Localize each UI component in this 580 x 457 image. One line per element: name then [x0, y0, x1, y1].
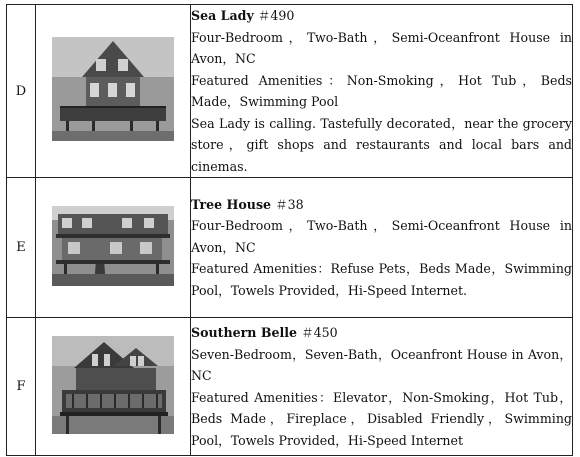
listing-number: ＃450	[301, 325, 338, 340]
house-photo-sea-lady	[52, 37, 174, 141]
photo-cell	[36, 318, 191, 456]
house-photo-southern-belle	[52, 336, 174, 434]
row-letter: E	[7, 178, 36, 318]
listing-amenities: Featured Amenities：Non-Smoking，Hot Tub，Beds Made，Swimming Pool	[191, 72, 572, 109]
listing-name: Southern Belle	[191, 325, 298, 340]
listing-summary: Four-Bedroom，Two-Bath，Semi-Oceanfront House in Avon，NC	[191, 29, 572, 66]
listing-row-f	[7, 318, 573, 456]
listing-summary: Seven-Bedroom，Seven-Bath，Oceanfront House in Avon，NC	[191, 346, 572, 383]
listing-number: ＃490	[257, 8, 295, 23]
listing-description-cell	[191, 5, 573, 178]
listing-row-d	[7, 5, 573, 178]
row-letter: D	[7, 5, 36, 178]
listing-description-cell	[191, 178, 573, 318]
listing-amenities: Featured Amenities：Refuse Pets，Beds Made，Swimming Pool，Towels Provided，Hi-Speed Internet.	[191, 261, 572, 298]
listing-amenities: Featured Amenities：Elevator，Non-Smoking，Hot Tub，Beds Made，Fireplace，Disabled Friendly，Swimming Pool，Towels Provided，Hi-Speed Internet	[191, 389, 572, 448]
listing-description-cell	[191, 318, 573, 456]
listing-name: Sea Lady	[191, 8, 254, 23]
listing-name: Tree House	[191, 196, 272, 212]
listing-row-e	[7, 178, 573, 318]
photo-cell	[36, 178, 191, 318]
listings-table	[6, 4, 573, 456]
listing-blurb: Sea Lady is calling. Tastefully decorated，near the grocery store，gift shops and restaurants and local bars and cinemas.	[191, 115, 572, 174]
house-photo-tree-house	[52, 206, 174, 286]
listing-summary: Four-Bedroom，Two-Bath，Semi-Oceanfront House in Avon，NC	[191, 218, 572, 255]
photo-cell	[36, 5, 191, 178]
listing-number: ＃38	[275, 196, 304, 212]
row-letter: F	[7, 318, 36, 456]
